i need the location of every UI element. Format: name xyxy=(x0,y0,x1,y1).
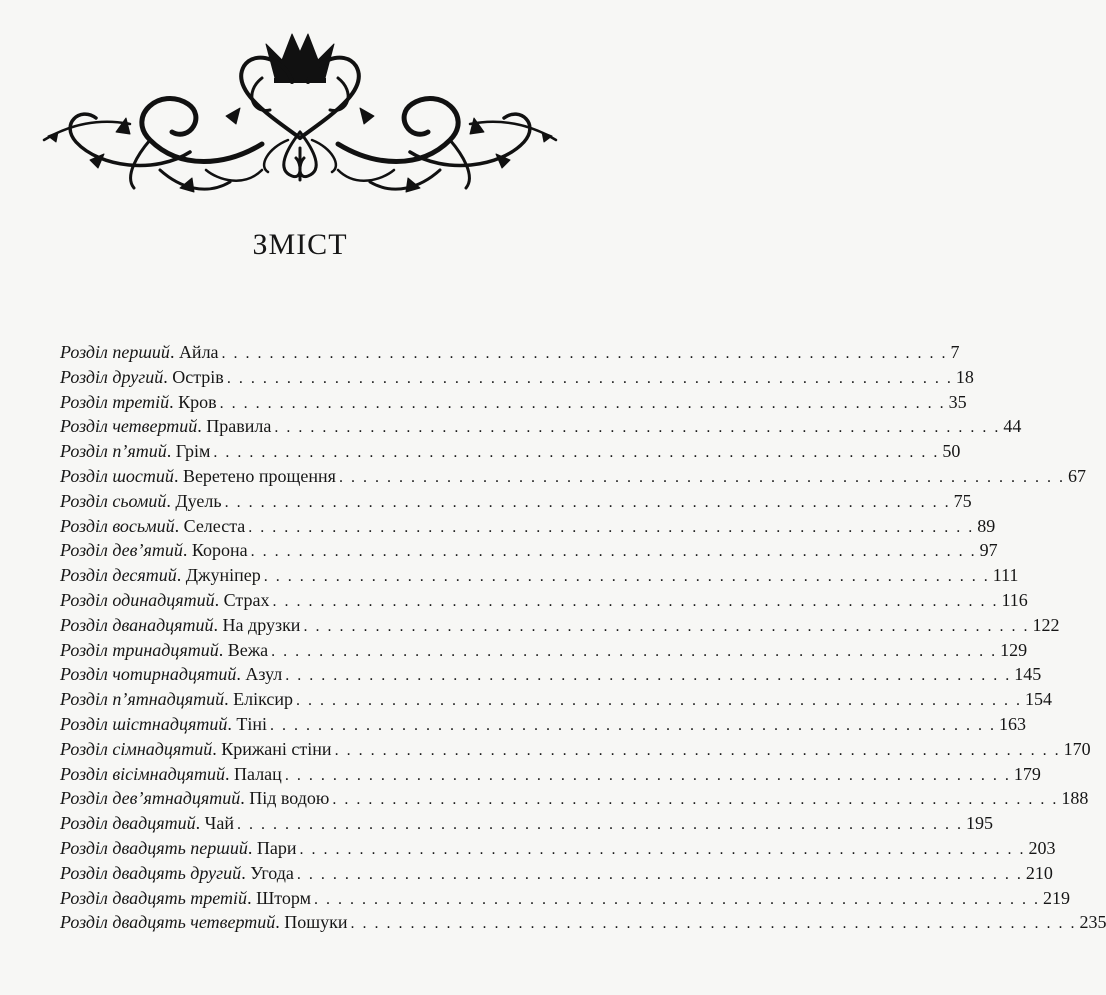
chapter-number: Розділ третій xyxy=(60,391,170,412)
chapter-number: Розділ перший xyxy=(60,342,170,362)
chapter-number: Розділ п’ятнадцятий xyxy=(60,689,225,710)
page-number: 163 xyxy=(998,713,1026,734)
toc-entry-label: Розділ шостий. Веретено прощення xyxy=(60,465,336,486)
chapter-title: Під водою xyxy=(249,788,330,809)
chapter-title: Кров xyxy=(178,391,217,412)
chapter-number: Розділ сімнадцятий xyxy=(60,738,213,759)
toc-entry xyxy=(60,613,1060,638)
toc-entry xyxy=(60,439,961,464)
page-number: 44 xyxy=(1003,416,1022,437)
toc-entry xyxy=(60,414,1022,439)
toc-entry xyxy=(60,588,1028,613)
dot-leader: . . . . . . . . . . . . . . . . . . . . . . . . . . . . . . . . . . . . . . . . . . . . . . . . . . . . . . . . . . . . . xyxy=(213,444,940,462)
toc-entry xyxy=(60,836,1056,861)
chapter-number: Розділ двадцять четвертий xyxy=(60,912,276,933)
chapter-number: Розділ шістнадцятий xyxy=(60,713,228,734)
dot-leader: . . . . . . . . . . . . . . . . . . . . . . . . . . . . . . . . . . . . . . . . . . . . . . . . . . . . . . . . . . . . . xyxy=(285,667,1012,685)
chapter-number: Розділ десятий xyxy=(60,565,177,586)
dot-leader: . . . . . . . . . . . . . . . . . . . . . . . . . . . . . . . . . . . . . . . . . . . . . . . . . . . . . . . . . . . . . xyxy=(221,345,948,362)
page-number: 154 xyxy=(1025,689,1053,710)
dot-leader: . . . . . . . . . . . . . . . . . . . . . . . . . . . . . . . . . . . . . . . . . . . . . . . . . . . . . . . . . . . . . xyxy=(274,419,1001,437)
dot-leader: . . . . . . . . . . . . . . . . . . . . . . . . . . . . . . . . . . . . . . . . . . . . . . . . . . . . . . . . . . . . . xyxy=(271,642,998,660)
chapter-number: Розділ дванадцятий xyxy=(60,614,214,635)
dot-leader: . . . . . . . . . . . . . . . . . . . . . . . . . . . . . . . . . . . . . . . . . . . . . . . . . . . . . . . . . . . . . xyxy=(263,568,990,586)
dot-leader: . . . . . . . . . . . . . . . . . . . . . . . . . . . . . . . . . . . . . . . . . . . . . . . . . . . . . . . . . . . . . xyxy=(224,493,951,511)
chapter-number: Розділ шостий xyxy=(60,465,174,486)
table-of-contents xyxy=(60,340,1106,935)
toc-entry xyxy=(60,365,974,390)
toc-entry xyxy=(60,514,996,539)
dot-leader: . . . . . . . . . . . . . . . . . . . . . . . . . . . . . . . . . . . . . . . . . . . . . . . . . . . . . . . . . . . . . xyxy=(338,468,1065,486)
dot-leader: . . . . . . . . . . . . . . . . . . . . . . . . . . . . . . . . . . . . . . . . . . . . . . . . . . . . . . . . . . . . . xyxy=(299,840,1026,858)
dot-leader: . . . . . . . . . . . . . . . . . . . . . . . . . . . . . . . . . . . . . . . . . . . . . . . . . . . . . . . . . . . . . xyxy=(236,816,963,834)
toc-entry xyxy=(60,687,1053,712)
page-number: 35 xyxy=(948,391,967,412)
chapter-title: Угода xyxy=(250,862,294,883)
toc-entry-label: Розділ десятий. Джуніпер xyxy=(60,565,261,586)
dot-leader: . . . . . . . . . . . . . . . . . . . . . . . . . . . . . . . . . . . . . . . . . . . . . . . . . . . . . . . . . . . . . xyxy=(269,716,996,734)
toc-entry-label: Розділ сімнадцятий. Крижані стіни xyxy=(60,738,332,759)
chapter-title: Еліксир xyxy=(233,689,294,710)
crown-ornament xyxy=(30,20,570,210)
dot-leader: . . . . . . . . . . . . . . . . . . . . . . . . . . . . . . . . . . . . . . . . . . . . . . . . . . . . . . . . . . . . . xyxy=(248,518,975,536)
toc-entry-label: Розділ одинадцятий. Страх xyxy=(60,589,270,610)
chapter-title: Пошуки xyxy=(284,912,348,933)
chapter-number: Розділ п’ятий xyxy=(60,441,167,462)
page-number: 116 xyxy=(1001,589,1028,610)
toc-entry-label: Розділ дев’ятнадцятий. Під водою xyxy=(60,788,330,809)
toc-entry-label: Розділ вісімнадцятий. Палац xyxy=(60,763,282,784)
toc-entry-label: Розділ дев’ятий. Корона xyxy=(60,540,248,561)
chapter-number: Розділ одинадцятий xyxy=(60,589,215,610)
toc-entry xyxy=(60,737,1091,762)
toc-entry-label: Розділ тринадцятий. Вежа xyxy=(60,639,269,660)
chapter-title: Тіні xyxy=(236,713,267,734)
page-title: ЗМІСТ xyxy=(252,228,348,261)
chapter-number: Розділ другий xyxy=(60,366,164,387)
toc-entry xyxy=(60,489,972,514)
page-number: 170 xyxy=(1063,738,1091,759)
chapter-number: Розділ восьмий xyxy=(60,515,175,536)
chapter-number: Розділ сьомий xyxy=(60,490,167,511)
page-number: 18 xyxy=(955,366,974,387)
chapter-title: Корона xyxy=(191,540,248,561)
toc-entry-label: Розділ двадцять четвертий. Пошуки xyxy=(60,912,348,933)
toc-entry-label: Розділ третій. Кров xyxy=(60,391,217,412)
dot-leader: . . . . . . . . . . . . . . . . . . . . . . . . . . . . . . . . . . . . . . . . . . . . . . . . . . . . . . . . . . . . . xyxy=(296,692,1023,710)
chapter-number: Розділ дев’ятий xyxy=(60,540,183,561)
toc-entry-label: Розділ другий. Острів xyxy=(60,366,224,387)
dot-leader: . . . . . . . . . . . . . . . . . . . . . . . . . . . . . . . . . . . . . . . . . . . . . . . . . . . . . . . . . . . . . xyxy=(296,865,1023,883)
chapter-title: Джуніпер xyxy=(185,565,261,586)
chapter-number: Розділ двадцятий xyxy=(60,813,196,834)
page-number: 203 xyxy=(1028,837,1056,858)
chapter-title: Шторм xyxy=(256,887,311,908)
toc-entry-label: Розділ дванадцятий. На друзки xyxy=(60,614,301,635)
page-number: 7 xyxy=(950,342,960,362)
chapter-number: Розділ двадцять перший xyxy=(60,837,248,858)
page-number: 188 xyxy=(1061,788,1089,809)
chapter-number: Розділ тринадцятий xyxy=(60,639,219,660)
dot-leader: . . . . . . . . . . . . . . . . . . . . . . . . . . . . . . . . . . . . . . . . . . . . . . . . . . . . . . . . . . . . . xyxy=(284,766,1011,784)
page-number: 145 xyxy=(1014,664,1042,685)
page-number: 75 xyxy=(953,490,972,511)
page-number: 179 xyxy=(1013,763,1041,784)
dot-leader: . . . . . . . . . . . . . . . . . . . . . . . . . . . . . . . . . . . . . . . . . . . . . . . . . . . . . . . . . . . . . xyxy=(334,741,1061,759)
chapter-number: Розділ четвертий xyxy=(60,416,198,437)
chapter-number: Розділ дев’ятнадцятий xyxy=(60,788,241,809)
chapter-number: Розділ вісімнадцятий xyxy=(60,763,226,784)
toc-entry-label: Розділ чотирнадцятий. Азул xyxy=(60,664,283,685)
toc-entry-label: Розділ двадцять третій. Шторм xyxy=(60,887,311,908)
page-number: 97 xyxy=(979,540,998,561)
toc-entry xyxy=(60,786,1089,811)
chapter-title: Вежа xyxy=(227,639,269,660)
toc-entry xyxy=(60,538,998,563)
toc-entry-label: Розділ сьомий. Дуель xyxy=(60,490,222,511)
dot-leader: . . . . . . . . . . . . . . . . . . . . . . . . . . . . . . . . . . . . . . . . . . . . . . . . . . . . . . . . . . . . . xyxy=(226,369,953,387)
dot-leader: . . . . . . . . . . . . . . . . . . . . . . . . . . . . . . . . . . . . . . . . . . . . . . . . . . . . . . . . . . . . . xyxy=(313,890,1040,908)
dot-leader: . . . . . . . . . . . . . . . . . . . . . . . . . . . . . . . . . . . . . . . . . . . . . . . . . . . . . . . . . . . . . xyxy=(219,394,946,412)
toc-entry xyxy=(60,910,1106,935)
toc-entry-label: Розділ двадцять перший. Пари xyxy=(60,837,297,858)
chapter-title: Селеста xyxy=(183,515,246,536)
chapter-title: На друзки xyxy=(222,614,301,635)
page-number: 219 xyxy=(1042,887,1070,908)
chapter-title: Пари xyxy=(256,837,297,858)
dot-leader: . . . . . . . . . . . . . . . . . . . . . . . . . . . . . . . . . . . . . . . . . . . . . . . . . . . . . . . . . . . . . xyxy=(332,791,1059,809)
dot-leader: . . . . . . . . . . . . . . . . . . . . . . . . . . . . . . . . . . . . . . . . . . . . . . . . . . . . . . . . . . . . . xyxy=(350,915,1077,933)
toc-entry xyxy=(60,886,1070,911)
page-number: 50 xyxy=(942,441,961,462)
toc-entry xyxy=(60,861,1053,886)
chapter-title: Дуель xyxy=(175,490,222,511)
page-number: 129 xyxy=(1000,639,1028,660)
chapter-number: Розділ двадцять третій xyxy=(60,887,248,908)
toc-entry xyxy=(60,762,1041,787)
toc-entry-label: Розділ шістнадцятий. Тіні xyxy=(60,713,267,734)
page-number: 210 xyxy=(1025,862,1053,883)
chapter-title: Азул xyxy=(245,664,283,685)
dot-leader: . . . . . . . . . . . . . . . . . . . . . . . . . . . . . . . . . . . . . . . . . . . . . . . . . . . . . . . . . . . . . xyxy=(250,543,977,561)
dot-leader: . . . . . . . . . . . . . . . . . . . . . . . . . . . . . . . . . . . . . . . . . . . . . . . . . . . . . . . . . . . . . xyxy=(303,617,1030,635)
chapter-title: Правила xyxy=(206,416,272,437)
chapter-title: Острів xyxy=(172,366,224,387)
page-number: 195 xyxy=(965,813,993,834)
toc-entry-label: Розділ двадцятий. Чай xyxy=(60,813,234,834)
page-number: 111 xyxy=(992,565,1019,586)
chapter-title: Веретено прощення xyxy=(182,465,336,486)
chapter-title: Страх xyxy=(223,589,270,610)
dot-leader: . . . . . . . . . . . . . . . . . . . . . . . . . . . . . . . . . . . . . . . . . . . . . . . . . . . . . . . . . . . . . xyxy=(272,592,999,610)
page-number: 89 xyxy=(977,515,996,536)
chapter-title: Крижані стіни xyxy=(221,738,332,759)
toc-entry-label: Розділ двадцять другий. Угода xyxy=(60,862,294,883)
toc-entry xyxy=(60,464,1086,489)
toc-entry-label: Розділ восьмий. Селеста xyxy=(60,515,246,536)
toc-entry xyxy=(60,811,993,836)
page-number: 122 xyxy=(1032,614,1060,635)
chapter-title: Чай xyxy=(204,813,234,834)
chapter-number: Розділ чотирнадцятий xyxy=(60,664,237,685)
chapter-title: Айла xyxy=(178,342,219,362)
toc-entry xyxy=(60,563,1019,588)
toc-entry xyxy=(60,390,967,415)
toc-entry-label: Розділ перший. Айла xyxy=(60,342,219,362)
page-number: 235 xyxy=(1079,912,1106,933)
toc-entry-label: Розділ п’ятнадцятий. Еліксир xyxy=(60,689,294,710)
chapter-title: Палац xyxy=(234,763,282,784)
toc-entry-label: Розділ п’ятий. Грім xyxy=(60,441,211,462)
toc-entry xyxy=(60,340,960,365)
chapter-title: Грім xyxy=(175,441,211,462)
toc-entry xyxy=(60,662,1042,687)
toc-entry xyxy=(60,638,1028,663)
page-number: 67 xyxy=(1067,465,1086,486)
toc-entry-label: Розділ четвертий. Правила xyxy=(60,416,272,437)
toc-entry xyxy=(60,712,1026,737)
chapter-number: Розділ двадцять другий xyxy=(60,862,242,883)
